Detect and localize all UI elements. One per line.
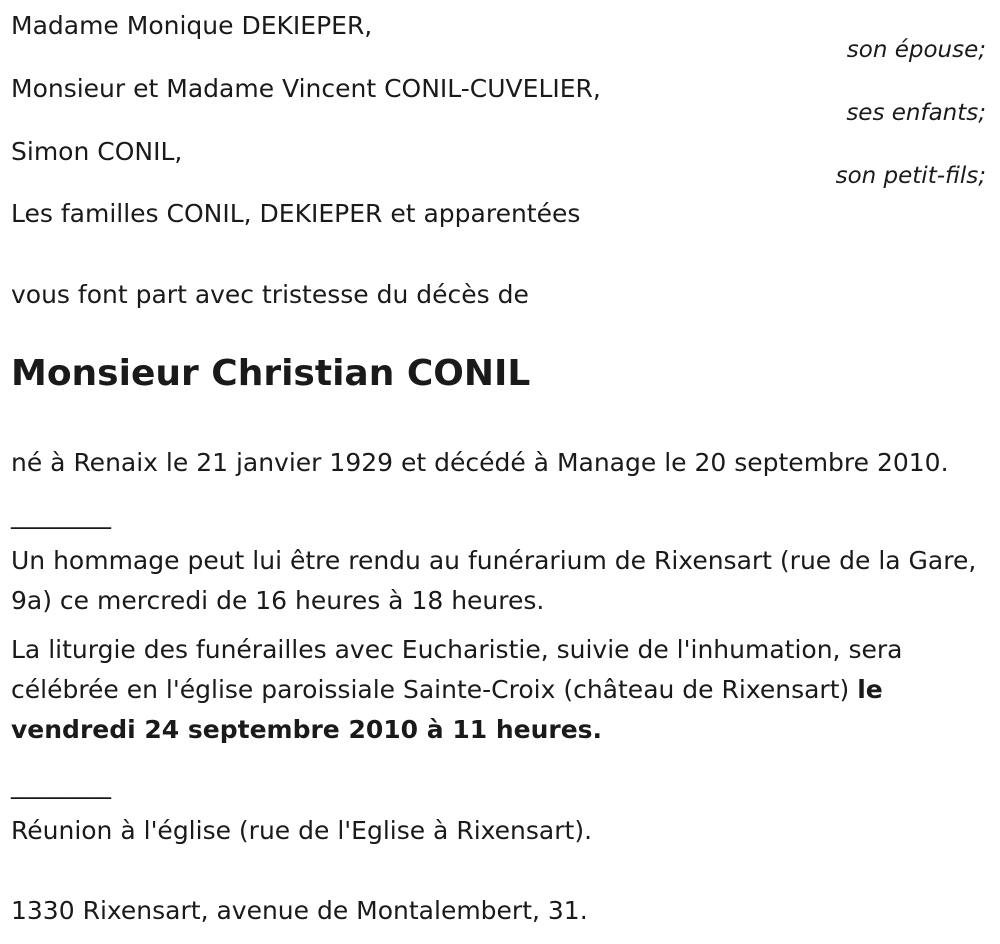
family-member-relation: son épouse; (846, 37, 986, 63)
family-member-relation: ses enfants; (846, 100, 986, 126)
separator: ________ (11, 500, 111, 529)
reunion-line: Réunion à l'église (rue de l'Eglise à Rixensart). (11, 816, 593, 845)
deceased-name: Monsieur Christian CONIL (11, 353, 531, 394)
family-member-name: Simon CONIL, (11, 137, 183, 166)
birth-death-line: né à Renaix le 21 janvier 1929 et décédé à Manage le 20 septembre 2010. (11, 448, 949, 477)
liturgy-date: le vendredi 24 septembre 2010 à 11 heures. (11, 675, 883, 744)
address-line: 1330 Rixensart, avenue de Montalembert, 31. (11, 896, 588, 925)
families-line: Les familles CONIL, DEKIEPER et apparentées (11, 199, 581, 228)
family-member-name: Madame Monique DEKIEPER, (11, 11, 373, 40)
tribute-paragraph: Un hommage peut lui être rendu au funérarium de Rixensart (rue de la Gare, 9a) ce mercredi de 16 heures à 18 heures. (11, 546, 977, 615)
separator: ________ (11, 770, 111, 799)
family-member-name: Monsieur et Madame Vincent CONIL-CUVELIER, (11, 74, 601, 103)
liturgy-text: La liturgie des funérailles avec Eucharistie, suivie de l'inhumation, sera célébrée en l'église paroissiale Sainte-Croix (château de Rixensart) (11, 635, 903, 704)
liturgy-paragraph (11, 630, 991, 750)
announcement-line: vous font part avec tristesse du décès de (11, 280, 529, 309)
family-member-relation: son petit-fils; (835, 163, 986, 189)
